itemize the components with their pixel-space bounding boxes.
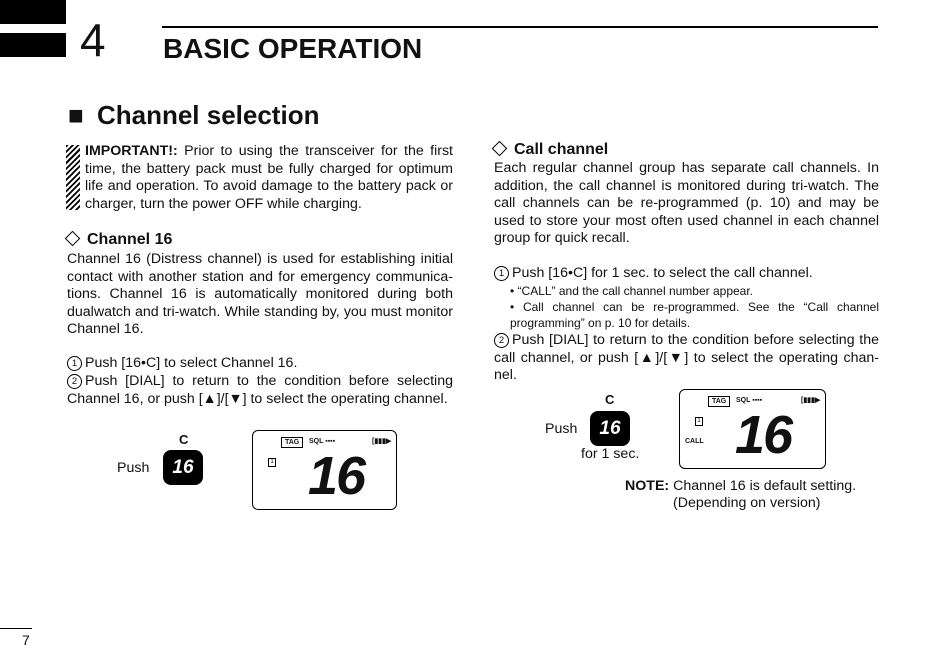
channel16-body: Channel 16 (Distress channel) is used for establishing initial contact with another station and for emergency communica-tions. Channel 16 is automatically monitored during both dualwatch and tri-watch. While standing by, you must monitor Channel 16. — [67, 251, 453, 337]
lcd-sql: SQL ▪▪▪▪ — [736, 397, 763, 404]
battery-icon: [▮▮▮▶ — [372, 438, 392, 445]
note — [625, 478, 856, 496]
call-channel-step-2: 2 Push [DIAL] to return to the condition before selecting the call channel, or push [▲]/[▼] to select the operating chan-nel. — [494, 332, 879, 383]
note-text-line-2: (Depending on version) — [673, 495, 821, 511]
channel16-step-2: 2 Push [DIAL] to return to the condition before selecting Channel 16, or push [▲]/[▼] to select the operating channel. — [67, 373, 453, 407]
channel16-step-1: 1 Push [16•C] to select Channel 16. — [67, 355, 453, 373]
key-16-button[interactable]: 16 — [590, 411, 630, 446]
lcd-sql: SQL ▪▪▪▪ — [309, 438, 336, 445]
call-channel-bullet-2: • Call channel can be re-programmed. See the “Call channel programming” on p. 10 for details. — [510, 300, 879, 330]
chapter-tab-bars — [0, 0, 66, 56]
key-c-label: C — [605, 392, 615, 407]
lcd-memory-icon: 1 — [268, 458, 276, 467]
section-bullet-icon: ■ — [68, 100, 84, 130]
key-16-button[interactable]: 16 — [163, 450, 203, 485]
duration-label: for 1 sec. — [581, 446, 640, 462]
chapter-number: 4 — [80, 14, 106, 66]
diamond-icon — [65, 231, 81, 247]
lcd-display — [252, 430, 397, 510]
page-rule — [0, 628, 32, 629]
channel16-heading: Channel 16 — [64, 230, 172, 250]
lcd-tag: TAG — [281, 437, 303, 448]
section-title — [68, 99, 319, 131]
step-number-icon: 2 — [67, 374, 82, 389]
lcd-memory-icon: 1 — [695, 417, 703, 426]
push-label: Push — [117, 460, 150, 476]
step-number-icon: 1 — [67, 356, 82, 371]
call-channel-bullet-1: • “CALL” and the call channel number appear. — [510, 284, 754, 298]
important-text: Prior to using the transceiver for the first time, the battery pack must be fully charged for optimum life and operation. To avoid damage to the battery pack or charger, turn the power OFF while charging. — [85, 143, 453, 212]
chapter-title: BASIC OPERATION — [163, 33, 423, 64]
important-label: IMPORTANT!: — [85, 143, 178, 159]
note-label: NOTE: — [625, 478, 670, 494]
lcd-call-indicator: CALL — [685, 438, 704, 445]
lcd-tag: TAG — [708, 396, 730, 407]
page-number: 7 — [22, 632, 30, 648]
lcd-channel-number: 16 — [308, 446, 365, 506]
lcd-display — [679, 389, 826, 469]
diamond-icon — [492, 141, 508, 157]
chapter-rule — [162, 26, 878, 28]
call-channel-heading: Call channel — [491, 140, 608, 160]
important-hatch-icon — [66, 145, 80, 210]
step-number-icon: 1 — [494, 266, 509, 281]
push-label: Push — [545, 421, 578, 437]
step-number-icon: 2 — [494, 333, 509, 348]
key-c-label: C — [179, 432, 189, 447]
note-text: Channel 16 is default setting. — [673, 478, 857, 494]
important-notice — [85, 143, 453, 213]
lcd-channel-number: 16 — [735, 405, 792, 465]
battery-icon: [▮▮▮▶ — [801, 397, 821, 404]
call-channel-body: Each regular channel group has separate call channels. In addition, the call channel is monitored during tri-watch. The call channels can be re-programmed (p. 10) and may be used to store your most often used channel in each channel group for quick recall. — [494, 160, 879, 246]
section-title-text: Channel selection — [96, 100, 320, 130]
call-channel-step-1: 1 Push [16•C] for 1 sec. to select the call channel. — [494, 265, 879, 283]
